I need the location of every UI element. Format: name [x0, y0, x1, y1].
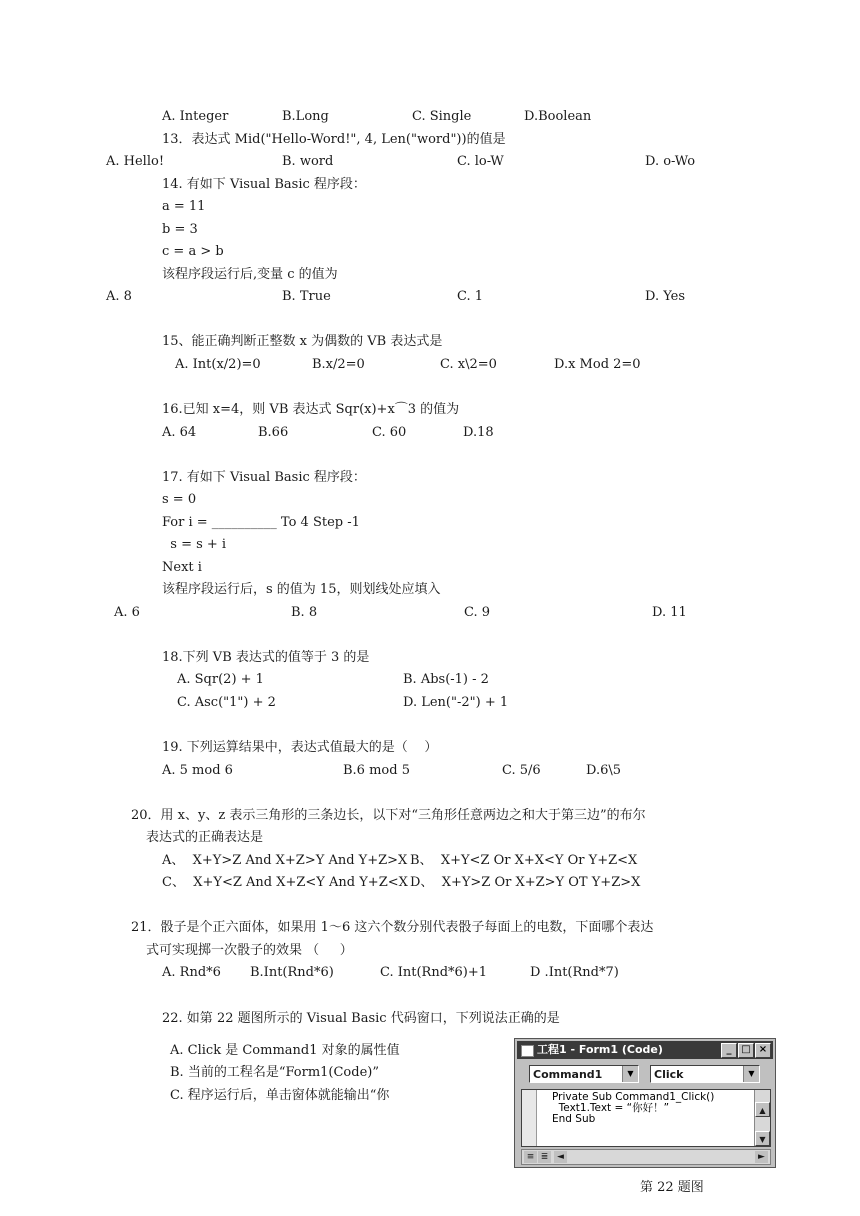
q20-option-a: A、 X+Y>Z And X+Z>Y And Y+Z>X [162, 853, 408, 868]
q21-stem: 21．骰子是个正六面体，如果用 1～6 这六个数分别代表骰子每面上的电数，下面哪个表达 [131, 920, 654, 935]
scroll-right-icon: ► [755, 1151, 768, 1163]
q16-option-a: A. 64 [162, 425, 197, 440]
q21-option-d: D .Int(Rnd*7) [530, 965, 619, 980]
q21-option-b: B.Int(Rnd*6) [250, 965, 334, 980]
q20-option-b: B、 X+Y<Z Or X+X<Y Or Y+Z<X [410, 853, 638, 868]
procedure-view-icon: ≡ [524, 1151, 537, 1163]
procedure-combo [650, 1065, 760, 1083]
q16-option-c: C. 60 [372, 425, 407, 440]
vb-window-title: 工程1 - Form1 (Code) [537, 1043, 663, 1056]
procedure-combo-value: Click [654, 1068, 684, 1081]
q14-option-b: B. True [282, 289, 331, 304]
q21-stem-cont: 式可实现掷一次骰子的效果 （ ） [146, 943, 353, 958]
q14-option-c: C. 1 [457, 289, 484, 304]
close-icon: × [755, 1043, 771, 1058]
q17-option-c: C. 9 [464, 605, 491, 620]
q17-option-a: A. 6 [114, 605, 140, 620]
code-line: End Sub [552, 1113, 596, 1125]
q21-option-a: A. Rnd*6 [162, 965, 221, 980]
q20-stem: 20．用 x、y、z 表示三角形的三条边长，以下对“三角形任意两边之和大于第三边”的布尔 [131, 808, 646, 823]
q13-option-d: D. o-Wo [645, 154, 696, 169]
q17-stem: 17. 有如下 Visual Basic 程序段： [162, 470, 366, 485]
code-line: Private Sub Command1_Click() [552, 1091, 715, 1103]
q17-code-line: Next i [162, 560, 202, 575]
q17-code-line: s = s + i [162, 537, 227, 552]
q12-option-a: A. Integer [162, 109, 229, 124]
q19-option-c: C. 5/6 [502, 763, 541, 778]
q19-option-a: A. 5 mod 6 [162, 763, 233, 778]
q14-code-line: b = 3 [162, 222, 198, 237]
q17-code-line: For i = __________ To 4 Step -1 [162, 515, 360, 530]
minimize-icon: _ [721, 1043, 737, 1058]
q21-option-c: C. Int(Rnd*6)+1 [380, 965, 488, 980]
vb-title-bar [517, 1041, 773, 1059]
q15-option-b: B.x/2=0 [312, 357, 365, 372]
scroll-down-icon: ▼ [755, 1131, 770, 1146]
horizontal-scrollbar [521, 1149, 771, 1165]
figure-caption: 第 22 题图 [640, 1180, 704, 1195]
q22-option-b: B. 当前的工程名是“Form1(Code)” [170, 1065, 379, 1080]
object-combo [529, 1065, 639, 1083]
q15-stem: 15、能正确判断正整数 x 为偶数的 VB 表达式是 [162, 334, 443, 349]
q14-option-d: D. Yes [645, 289, 686, 304]
scroll-up-icon: ▲ [755, 1102, 770, 1117]
q20-option-d: D、 X+Y>Z Or X+Z>Y OT Y+Z>X [410, 875, 641, 890]
full-module-view-icon: ≣ [538, 1151, 551, 1163]
q17-code-line: s = 0 [162, 492, 197, 507]
q13-stem: 13．表达式 Mid("Hello-Word!", 4, Len("word"))的值是 [162, 132, 506, 147]
q12-option-b: B.Long [282, 109, 329, 124]
code-margin [522, 1090, 537, 1146]
q20-option-c: C、 X+Y<Z And X+Z<Y And Y+Z<X [162, 875, 408, 890]
q12-option-c: C. Single [412, 109, 472, 124]
q15-option-d: D.x Mod 2=0 [554, 357, 641, 372]
q13-option-b: B. word [282, 154, 334, 169]
q22-stem: 22. 如第 22 题图所示的 Visual Basic 代码窗口，下列说法正确的是 [162, 1011, 560, 1026]
form-icon [521, 1045, 534, 1057]
scroll-left-icon: ◄ [554, 1151, 567, 1163]
q18-option-d: D. Len("-2") + 1 [403, 695, 509, 710]
q12-option-d: D.Boolean [524, 109, 592, 124]
vertical-scrollbar [754, 1090, 770, 1146]
code-line: Text1.Text = “你好！” [552, 1102, 670, 1114]
dropdown-arrow-icon: ▼ [622, 1066, 638, 1082]
q13-option-c: C. lo-W [457, 154, 504, 169]
q14-code-line: a = 11 [162, 199, 206, 214]
dropdown-arrow-icon: ▼ [743, 1066, 759, 1082]
q19-option-b: B.6 mod 5 [343, 763, 410, 778]
q22-option-a: A. Click 是 Command1 对象的属性值 [170, 1043, 400, 1058]
q17-option-b: B. 8 [291, 605, 318, 620]
q14-stem: 14. 有如下 Visual Basic 程序段： [162, 177, 366, 192]
q18-option-c: C. Asc("1") + 2 [177, 695, 276, 710]
q14-option-a: A. 8 [106, 289, 132, 304]
q18-stem: 18.下列 VB 表达式的值等于 3 的是 [162, 650, 370, 665]
q19-stem: 19. 下列运算结果中，表达式值最大的是（ ） [162, 740, 438, 755]
q14-code-line: c = a > b [162, 244, 224, 259]
q22-option-c: C. 程序运行后，单击窗体就能输出“你 [170, 1088, 390, 1103]
q18-option-a: A. Sqr(2) + 1 [177, 672, 264, 687]
q15-option-a: A. Int(x/2)=0 [175, 357, 261, 372]
q15-option-c: C. x\2=0 [440, 357, 497, 372]
object-combo-value: Command1 [533, 1068, 603, 1081]
q17-tail: 该程序段运行后，s 的值为 15，则划线处应填入 [162, 582, 441, 597]
q14-tail: 该程序段运行后,变量 c 的值为 [162, 267, 338, 282]
code-pane [521, 1089, 771, 1147]
q16-option-b: B.66 [258, 425, 289, 440]
vb-code-window [514, 1038, 776, 1168]
q16-option-d: D.18 [463, 425, 494, 440]
q16-stem: 16.已知 x=4，则 VB 表达式 Sqr(x)+x⌒3 的值为 [162, 402, 460, 417]
q18-option-b: B. Abs(-1) - 2 [403, 672, 489, 687]
code-text [552, 1092, 714, 1125]
maximize-icon: □ [738, 1043, 754, 1058]
q20-stem-cont: 表达式的正确表达是 [146, 830, 264, 845]
q19-option-d: D.6\5 [586, 763, 622, 778]
q13-option-a: A. Hello! [106, 154, 165, 169]
q17-option-d: D. 11 [652, 605, 687, 620]
